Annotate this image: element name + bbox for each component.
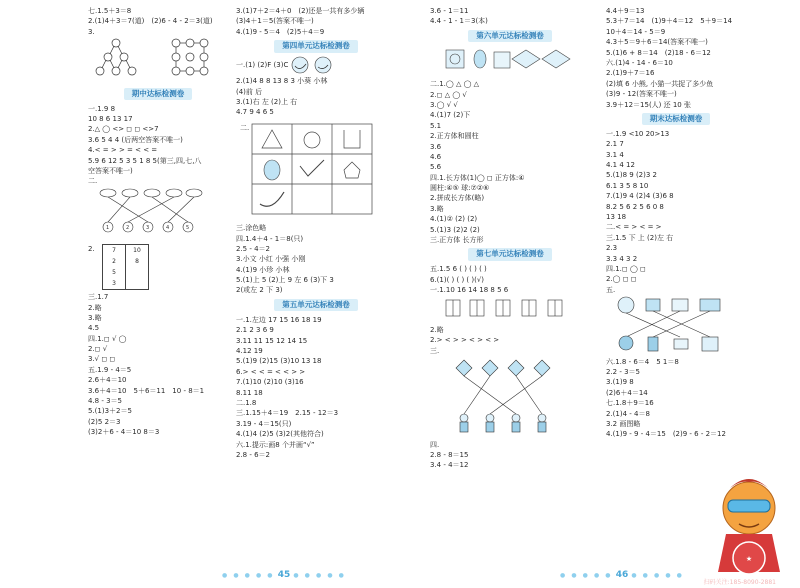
counter-diagram — [430, 296, 580, 322]
text-line: 2.(1)4 8 8 13 8 3 小葵 小林 — [236, 77, 328, 86]
text-line: 5.9 6 12 5 3 5 1 8 5(第三,四,七,八 — [88, 156, 202, 165]
cup-icon — [344, 130, 360, 148]
text-line: 四.1.长方体(1)◯ ◻ 正方体:④ — [430, 173, 525, 182]
match-number: 2 — [126, 224, 130, 231]
triangle-icon — [262, 130, 282, 148]
text-line: 五.1.5 6 ( ) ( ) ( ) — [430, 265, 487, 274]
tool-icon — [674, 339, 688, 349]
text-line: 3.11 11 15 12 14 15 — [236, 336, 308, 345]
table-cell: 2 — [112, 258, 116, 266]
text-line: 2.1 2 3 6 9 — [236, 326, 274, 335]
text-line: 圆柱:④⑤ 球:⑦②⑥ — [430, 184, 490, 193]
shape-pictures — [430, 46, 580, 76]
bag-icon — [672, 299, 688, 311]
section-title: 第七单元达标检测卷 — [430, 248, 590, 260]
text-line: 2.> < > > < > < > — [430, 336, 500, 345]
text-line: 5.(1)上 5 (2)上 9 左 6 (3)下 3 — [236, 276, 334, 285]
text-line: 6.(1)( ) ( ) ( )(√) — [430, 275, 485, 284]
shape-grid — [236, 120, 386, 220]
text-line: 3.(1)右 左 (2)上 右 — [236, 97, 298, 106]
text-line: 13 18 — [606, 213, 627, 222]
kite-icon — [542, 50, 570, 68]
text-line: 3.略 — [88, 313, 102, 322]
text-line: 2.1 7 — [606, 140, 624, 149]
text-line: 四.1.◻ √ ◯ — [88, 334, 127, 343]
match-number: 5 — [186, 224, 190, 231]
text-line: 4.(1)② (2) (2) — [430, 215, 478, 224]
text-line: 4.(1)9 小珍 小林 — [236, 265, 290, 274]
shirt-icon — [702, 337, 718, 351]
text-line: (2)6＋4＝14 — [606, 388, 648, 397]
column-4 — [606, 6, 746, 440]
matching-picture — [606, 295, 736, 353]
text-line: 5.(1)6 + 8＝14 (2)18 - 6＝12 — [606, 48, 711, 57]
text-line: 五. — [606, 285, 616, 294]
text-line: 3.6＋4＝10 5＋6＝11 10 - 8＝1 — [88, 386, 205, 395]
text-line: 2.(1)4 - 4＝8 — [606, 409, 650, 418]
text-line: 一.(1) (2)F (3)C — [236, 56, 396, 76]
text-line: 4.3＋5＝9＋6＝14(答案不唯一) — [606, 38, 708, 47]
page-number: ● ● ● ● ● 46 ● ● ● ● ● — [560, 570, 684, 580]
text-line: 四.1.◻ ◯ ◻ — [606, 264, 646, 273]
text-line: 6.> < < = < < > > — [236, 367, 306, 376]
text-line: 六.(1)4 - 14 - 6＝10 — [606, 58, 673, 67]
text-line: 二.< = > < = > — [606, 223, 662, 232]
text-line: 一.1.9 <10 20>13 — [606, 129, 670, 138]
text-line: 7.(1)9 4 (2)4 (3)6 8 — [606, 192, 674, 201]
text-line: 2.略 — [88, 303, 102, 312]
text-line: (3)2＋6 - 4＝10 8＝3 — [88, 428, 160, 437]
text-line: 4.4＋9＝13 — [606, 7, 645, 15]
kite-icon — [456, 360, 472, 376]
text-line: 七.1.5＋3＝8 — [88, 7, 132, 15]
tree-diagram-icon — [88, 37, 228, 81]
text-line: 3.19 - 4＝15(只) — [236, 419, 292, 428]
ball-icon — [619, 336, 633, 350]
text-line: 3.1 4 — [606, 150, 624, 159]
text-line: (3)4＋1＝5(答案不唯一) — [236, 17, 314, 26]
text-line: 五.1.9 - 4＝5 — [88, 365, 132, 374]
kite-icon — [482, 360, 498, 376]
kite-icon — [512, 50, 540, 68]
text-line: 三.1.15＋4＝19 2.15 - 12＝3 — [236, 409, 339, 418]
text-line: 3.(1)7＋2＝4＋0 (2)还是一共有多少辆 — [236, 7, 365, 15]
text-line: 8.2 5 6 2 5 6 0 8 — [606, 202, 664, 211]
svg-text:★: ★ — [745, 555, 753, 563]
pants-icon — [648, 337, 658, 351]
table-cell: 8 — [135, 258, 139, 266]
text-line: 3.√ ◻ ◻ — [88, 355, 116, 364]
washing-machine-icon — [446, 50, 464, 68]
text-line: 5.1 — [430, 121, 442, 130]
matching-diagram — [88, 187, 228, 241]
kite-icon — [508, 360, 524, 376]
banana-icon — [260, 192, 284, 206]
text-line: 3.略 — [430, 204, 444, 213]
shape-icon — [344, 162, 360, 178]
text-line: 4.8 - 3＝5 — [88, 397, 123, 406]
text-line: 10＋4＝14 - 5＝9 — [606, 27, 666, 36]
text-line: 二.1.◯ △ ◯ △ — [430, 80, 480, 89]
text-line: 4.1 4 12 — [606, 161, 635, 170]
text-line: 5.6 — [430, 163, 442, 172]
text-line: 2.◻ √ — [88, 345, 108, 354]
page-number: ● ● ● ● ● 45 ● ● ● ● ● — [222, 570, 346, 580]
kites-picture — [430, 356, 580, 436]
apple-icon — [304, 132, 320, 148]
column-3 — [430, 6, 590, 471]
column-1 — [88, 6, 228, 438]
rabbit-icon — [618, 297, 634, 313]
text-line: 4.(1)7 (2)下 — [430, 111, 471, 120]
text-line: 5.(1)9 (2)15 (3)10 13 18 — [236, 357, 322, 366]
text-line: 2.◻ △ ◯ √ — [430, 90, 467, 99]
text-line: 六.1.提示:画8 个并画“√” — [236, 440, 315, 449]
text-line: 三.涂色略 — [236, 224, 267, 233]
text-line: 一.1.左边 17 15 16 18 19 — [236, 315, 322, 324]
table-cell: 3 — [112, 280, 116, 288]
match-number: 1 — [106, 224, 110, 231]
text-line: 5.3＋7＝14 (1)9＋4＝12 5＋9＝14 — [606, 17, 733, 26]
text-line: 3.2 画图略 — [606, 419, 641, 428]
text-line: 一.1.10 16 14 18 8 5 6 — [430, 286, 509, 295]
text-line: 4.5 — [88, 324, 100, 333]
text-line: 3.3 4 3 2 — [606, 254, 638, 263]
text-line: 四.1.4＋4 - 1＝8(只) — [236, 234, 304, 243]
text-line: 3.6 - 1＝11 — [430, 7, 469, 15]
text-line: 四. — [430, 440, 440, 449]
text-line: 4.(1)9 - 9 - 4＝15 (2)9 - 6 - 2＝12 — [606, 430, 726, 439]
cube-icon — [494, 52, 510, 68]
table-cell: 5 — [112, 269, 116, 277]
text-line: 5.(1)3 (2)2 (2) — [430, 225, 480, 234]
mascot-icon — [706, 472, 792, 582]
text-line: 三.1.7 — [88, 293, 109, 302]
section-title: 第六单元达标检测卷 — [430, 30, 590, 42]
text-line: 6.1 3 5 8 10 — [606, 181, 649, 190]
shoe-icon — [646, 299, 660, 311]
text-line: 六.1.8 - 6＝4 5 1＝8 — [606, 357, 679, 366]
text-line: 三.正方体 长方形 — [430, 236, 484, 245]
banana-icon — [291, 56, 337, 74]
text-line: (4)前 后 — [236, 87, 263, 96]
text-line: 三.1.5 下 上 (2)左 右 — [606, 233, 674, 242]
text-line: 3.6 5 4 4 (后两空答案不唯一) — [88, 135, 183, 144]
match-number: 3 — [146, 224, 150, 231]
text-line: 5.(1)8 9 (2)3 2 — [606, 171, 657, 180]
text-line: 3.(1)9 8 — [606, 378, 634, 387]
text-line: 7.(1)10 (2)10 (3)16 — [236, 378, 304, 387]
text-line: 一.1.9 8 — [88, 104, 116, 113]
section-title: 期中达标检测卷 — [88, 88, 228, 100]
text-line: 三. — [430, 346, 440, 355]
kite-icon — [534, 360, 550, 376]
text-line: 4.6 — [430, 152, 442, 161]
watermark-text: 扫码关注:185-8090-2881 — [703, 579, 776, 586]
section-title: 第四单元达标检测卷 — [236, 40, 396, 52]
text-line: 2.(1)4＋3＝7(道) (2)6 - 4 - 2＝3(道) — [88, 17, 213, 26]
text-line: 3.◯ √ √ — [430, 100, 458, 109]
text-line: 二.1.8 — [236, 399, 257, 407]
text-line: 4.(1)4 (2)5 (3)2(其他符合) — [236, 430, 324, 439]
text-line: 5.(1)3＋2＝5 — [88, 407, 132, 416]
text-line: 2.拼成长方体(略) — [430, 194, 485, 203]
text-line: 2.正方体和圆柱 — [430, 132, 479, 141]
text-line: 2.6＋4＝10 — [88, 376, 127, 385]
text-line: 七.1.8＋9＝16 — [606, 399, 654, 408]
match-number: 4 — [166, 224, 170, 231]
text-line: 3.4 - 4＝12 — [430, 461, 469, 470]
text-line: 4.(1)9 - 5＝4 (2)5＋4＝9 — [236, 27, 325, 36]
pear-icon — [264, 160, 280, 180]
text-line: 空答案不唯一) — [88, 166, 133, 175]
text-line: 4.4 - 1 - 1＝3(本) — [430, 17, 488, 26]
text-line: 3.6 — [430, 142, 442, 151]
text-line: 二. — [88, 177, 98, 186]
number-table: 2. 7 2 5 3 10 8 — [88, 244, 228, 292]
text-line: (2)5 2＝3 — [88, 417, 121, 426]
text-line: 4.< = > > = < < = — [88, 146, 158, 155]
text-line: 8.11 18 — [236, 388, 263, 397]
text-line: 2.△ ◯ <> ◻ ◻ <>7 — [88, 125, 159, 134]
text-line: 4.7 9 4 6 5 — [236, 108, 274, 117]
text-line: (3)9 - 12(答案不唯一) — [606, 90, 677, 99]
column-2 — [236, 6, 396, 460]
text-line: 2(或左 2 下 3) — [236, 286, 283, 295]
table-cell: 7 — [112, 247, 116, 255]
text-line: 2.5 - 4＝2 — [236, 244, 271, 253]
section-title: 期末达标检测卷 — [606, 113, 746, 125]
svg-text:二.: 二. — [240, 123, 250, 132]
section-title: 第五单元达标检测卷 — [236, 299, 396, 311]
text-line: 3.9＋12＝15(人) 还 10 张 — [606, 100, 691, 109]
car-icon — [700, 299, 720, 311]
can-icon — [474, 50, 486, 68]
text-line: 10 8 6 13 17 — [88, 114, 133, 123]
text-line: 2.略 — [430, 326, 444, 335]
text-line: 3.小文 小红 小强 小刚 — [236, 255, 306, 264]
text-line: 2.(1)9＋7＝16 — [606, 69, 655, 78]
text-line: 4.12 19 — [236, 347, 263, 356]
table-cell: 10 — [133, 247, 141, 255]
text-line: 2.2 - 3＝5 — [606, 367, 641, 376]
text-line: 2.8 - 6＝2 — [236, 450, 271, 459]
text-line: 2.8 - 8＝15 — [430, 450, 469, 459]
text-line: 2.◯ ◻ ◻ — [606, 275, 637, 284]
text-line: 3. — [88, 27, 95, 36]
text-line: 2.3 — [606, 244, 618, 253]
text-line: (2)填 6 小熊, 小猫一共捉了多少鱼 — [606, 79, 714, 88]
